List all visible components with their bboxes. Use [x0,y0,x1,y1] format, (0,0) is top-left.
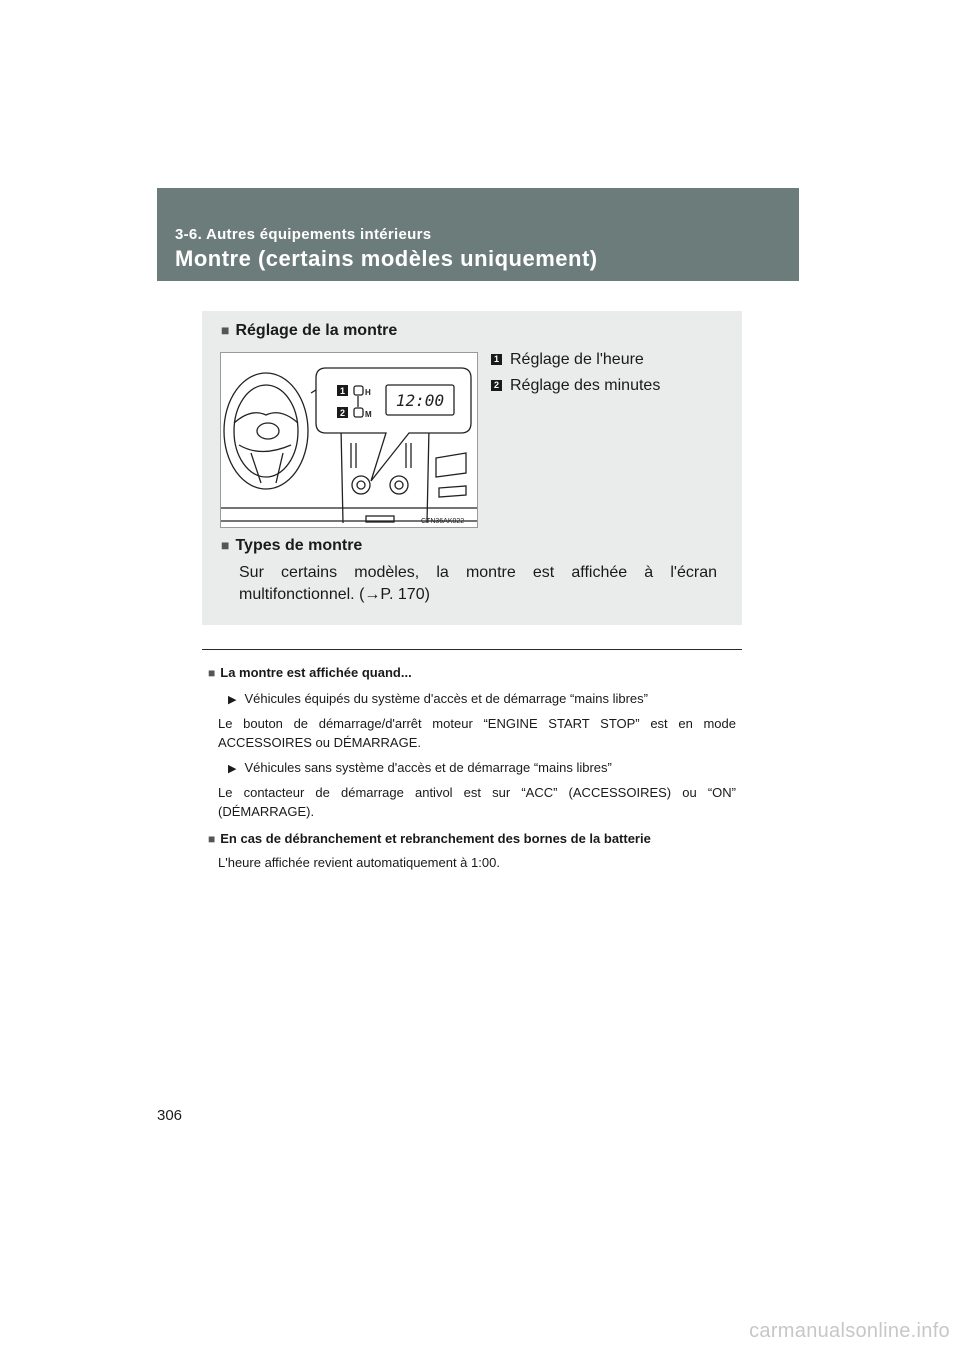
note-subheading-keyless: ▶ Véhicules équipés du système d'accès et de démarrage “mains libres” [228,691,648,706]
legend-item-1: 1 Réglage de l'heure [491,351,644,369]
clock-display-text: 12:00 [395,391,445,410]
number-1-icon: 1 [491,354,502,365]
number-2-icon: 2 [491,380,502,391]
h-button-label: H [365,388,371,397]
notes-section [208,663,736,872]
heading-clock-types: ■ Types de montre [221,537,363,554]
note-paragraph-no-keyless: Le contacteur de démarrage antivol est sur “ACC” (ACCESSOIRES) ou “ON” (DÉMARRAGE). [218,785,736,819]
square-bullet-icon: ■ [208,832,216,846]
horn-emblem [257,423,279,439]
label-1-text: 1 [339,386,346,396]
legend-item-2: 2 Réglage des minutes [491,377,660,395]
dashboard-illustration [220,352,478,528]
watermark: carmanualsonline.info [749,1320,950,1342]
right-knob [390,476,408,494]
section-label: 3-6. Autres équipements intérieurs [175,226,432,243]
note-heading-battery: ■ En cas de débranchement et rebranchement des bornes de la batterie [208,831,651,846]
steering-wheel-inner [234,385,298,477]
heading-clock-setting: ■ Réglage de la montre [221,322,398,339]
illustration-code: CTN36AK022 [421,518,465,525]
square-bullet-icon: ■ [208,666,216,680]
triangle-bullet-icon: ▶ [228,763,237,775]
steering-wheel-outer [224,373,308,489]
left-knob [352,476,370,494]
section-divider [202,649,742,650]
triangle-bullet-icon: ▶ [228,694,237,706]
m-button-label: M [365,410,372,419]
note-heading-display: ■ La montre est affichée quand... [208,665,412,680]
label-2-text: 2 [339,408,346,418]
square-bullet-icon: ■ [221,322,230,338]
page-title: Montre (certains modèles uniquement) [175,246,598,271]
info-box [202,311,742,625]
note-subheading-no-keyless: ▶ Véhicules sans système d'accès et de démarrage “mains libres” [228,760,612,775]
note-paragraph-keyless: Le bouton de démarrage/d'arrêt moteur “ENGINE START STOP” est en mode ACCESSOIRES ou DÉMARRAGE. [218,716,736,750]
page-header [157,188,799,281]
clock-types-paragraph: Sur certains modèles, la montre est affichée à l'écran multifonctionnel. (→P. 170) [239,564,717,603]
page-number: 306 [157,1107,183,1124]
square-bullet-icon: ■ [221,537,230,553]
note-paragraph-battery: L'heure affichée revient automatiquement à 1:00. [218,855,500,870]
